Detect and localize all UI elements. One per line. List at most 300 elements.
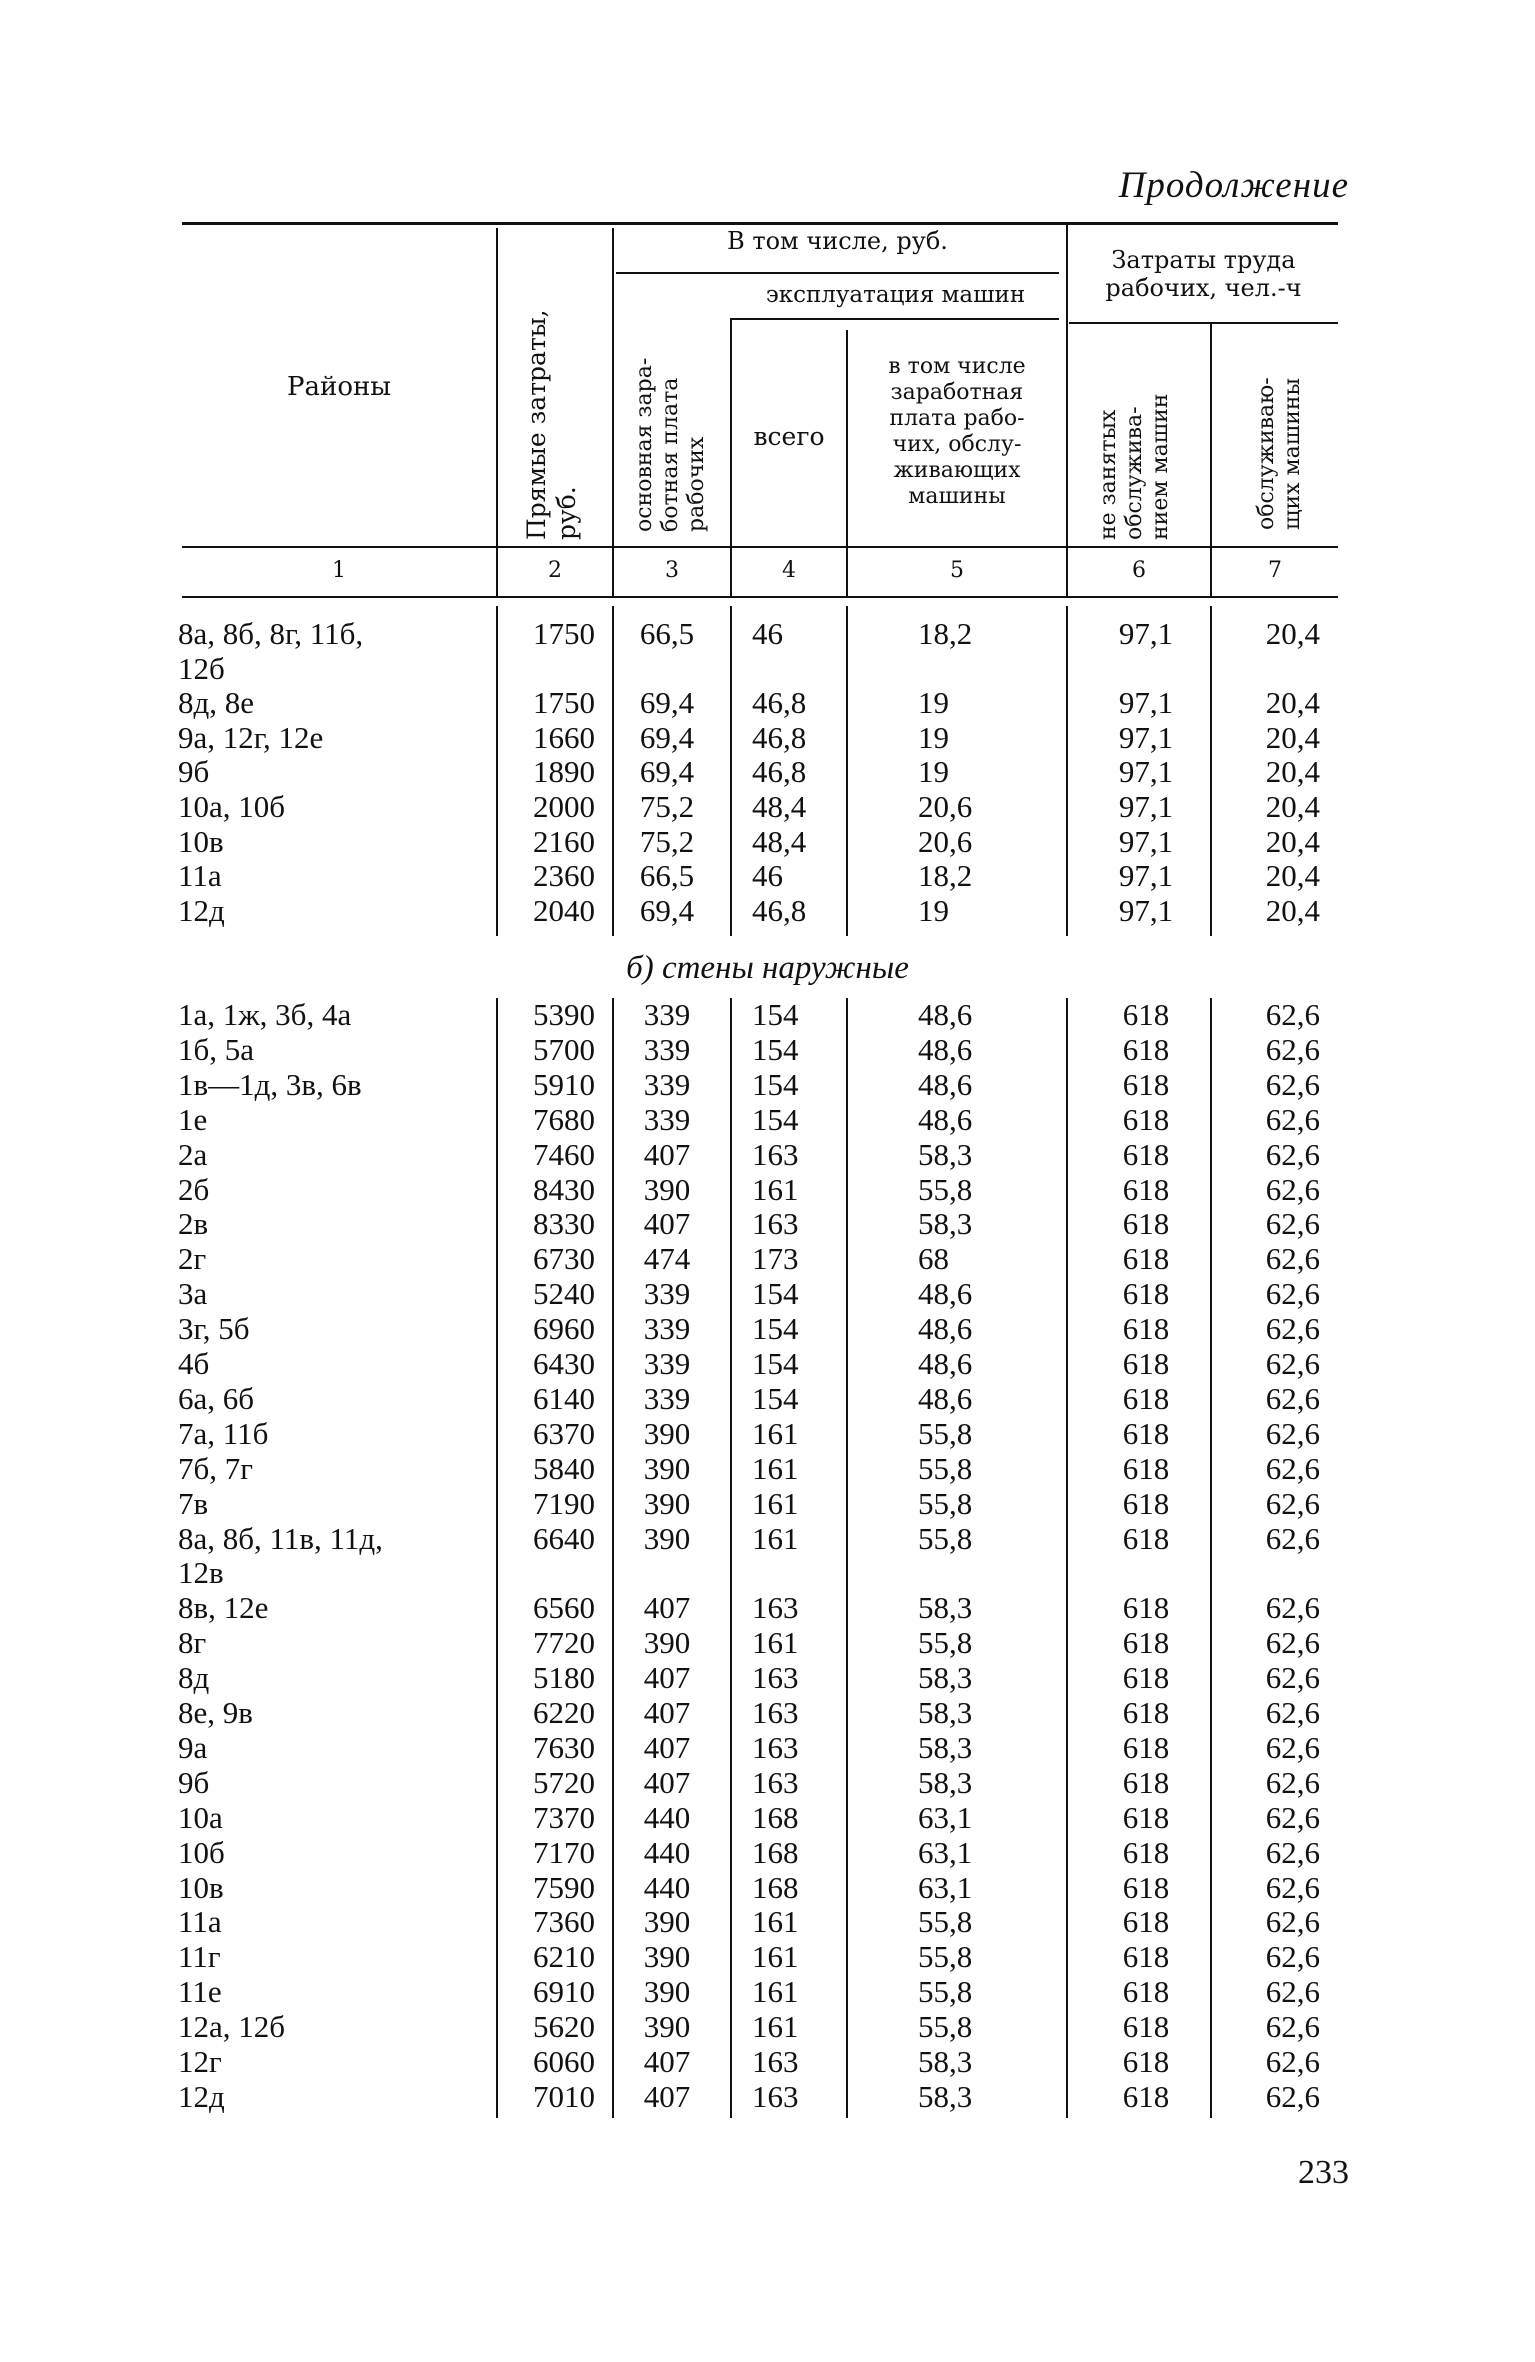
header-base-wage: основная зара- ботная плата рабочих bbox=[632, 357, 709, 532]
column-number: 5 bbox=[950, 558, 964, 583]
value-cell: 618 bbox=[1122, 1904, 1170, 1940]
value-cell: 618 bbox=[1122, 2009, 1170, 2045]
value-cell: 55,8 bbox=[918, 1520, 973, 1556]
value-cell: 48,6 bbox=[918, 1380, 973, 1416]
value-cell: 390 bbox=[643, 1939, 691, 1975]
value-cell: 161 bbox=[752, 1415, 799, 1451]
region-cell: 8д bbox=[178, 1660, 210, 1696]
value-cell: 2160 bbox=[533, 823, 595, 859]
region-cell: 12г bbox=[178, 2044, 222, 2079]
value-cell: 390 bbox=[643, 1171, 691, 1207]
value-cell: 6060 bbox=[533, 2044, 595, 2079]
region-cell: 10б bbox=[178, 1834, 225, 1870]
region-cell: 1е bbox=[178, 1101, 208, 1137]
value-cell: 6640 bbox=[533, 1520, 595, 1556]
region-cell: 6а, 6б bbox=[178, 1380, 255, 1416]
value-cell: 62,6 bbox=[1265, 1415, 1320, 1451]
value-cell: 55,8 bbox=[918, 1974, 973, 2010]
value-cell: 6210 bbox=[533, 1939, 595, 1975]
value-cell: 6370 bbox=[533, 1415, 595, 1451]
value-cell: 6730 bbox=[533, 1241, 595, 1277]
value-cell: 5720 bbox=[533, 1764, 595, 1800]
value-cell: 407 bbox=[643, 1206, 691, 1242]
column-number: 2 bbox=[548, 558, 562, 583]
table-row bbox=[0, 1974, 1535, 2009]
value-cell: 2360 bbox=[533, 858, 595, 894]
value-cell: 7630 bbox=[533, 1729, 595, 1765]
header-in-total: В том числе, руб. bbox=[727, 227, 948, 255]
table-row bbox=[0, 1172, 1535, 1207]
value-cell: 154 bbox=[752, 1276, 799, 1312]
region-cell: 11а bbox=[178, 1904, 222, 1940]
value-cell: 46,8 bbox=[752, 719, 807, 755]
value-cell: 48,6 bbox=[918, 1311, 973, 1347]
value-cell: 46,8 bbox=[752, 892, 807, 928]
value-cell: 62,6 bbox=[1265, 1311, 1320, 1347]
value-cell: 62,6 bbox=[1265, 2009, 1320, 2045]
value-cell: 58,3 bbox=[918, 1695, 973, 1730]
region-cell: 11е bbox=[178, 1974, 222, 2010]
region-cell: 1а, 1ж, 3б, 4а bbox=[178, 997, 352, 1032]
header-divider bbox=[1066, 224, 1068, 598]
column-number: 7 bbox=[1268, 558, 1282, 583]
value-cell: 69,4 bbox=[639, 754, 695, 790]
value-cell: 154 bbox=[752, 1346, 799, 1381]
value-cell: 163 bbox=[752, 1695, 799, 1730]
table-row bbox=[0, 616, 1535, 651]
region-cell: 2б bbox=[178, 1171, 210, 1207]
continuation-label: Продолжение bbox=[1118, 165, 1349, 206]
region-cell: 8г bbox=[178, 1625, 207, 1661]
value-cell: 407 bbox=[643, 1695, 691, 1730]
value-cell: 618 bbox=[1122, 1066, 1170, 1102]
value-cell: 46 bbox=[752, 616, 783, 651]
value-cell: 163 bbox=[752, 2044, 799, 2079]
value-cell: 58,3 bbox=[918, 1729, 973, 1765]
value-cell: 55,8 bbox=[918, 1171, 973, 1207]
value-cell: 97,1 bbox=[1118, 719, 1174, 755]
value-cell: 5390 bbox=[533, 997, 595, 1032]
value-cell: 62,6 bbox=[1265, 1485, 1320, 1521]
value-cell: 618 bbox=[1122, 2078, 1170, 2114]
header-rule-labor bbox=[1069, 322, 1338, 324]
value-cell: 66,5 bbox=[639, 616, 695, 651]
table-row bbox=[0, 1032, 1535, 1067]
value-cell: 618 bbox=[1122, 1206, 1170, 1242]
region-cell: 10в bbox=[178, 1869, 224, 1905]
value-cell: 58,3 bbox=[918, 2044, 973, 2079]
value-cell: 48,6 bbox=[918, 1101, 973, 1137]
region-cell: 10а bbox=[178, 1799, 223, 1835]
region-cell: 9б bbox=[178, 1764, 210, 1800]
value-cell: 2040 bbox=[533, 892, 595, 928]
value-cell: 618 bbox=[1122, 1380, 1170, 1416]
value-cell: 5840 bbox=[533, 1450, 595, 1486]
region-cell: 10а, 10б bbox=[178, 789, 286, 824]
value-cell: 168 bbox=[752, 1869, 799, 1905]
table-row bbox=[0, 1346, 1535, 1381]
value-cell: 618 bbox=[1122, 2044, 1170, 2079]
region-cell: 10в bbox=[178, 823, 224, 859]
value-cell: 20,4 bbox=[1265, 892, 1320, 928]
column-number: 3 bbox=[665, 558, 679, 583]
value-cell: 339 bbox=[643, 1380, 691, 1416]
value-cell: 163 bbox=[752, 1590, 799, 1626]
value-cell: 163 bbox=[752, 1660, 799, 1696]
value-cell: 20,6 bbox=[918, 823, 973, 859]
region-cell: 7в bbox=[178, 1485, 209, 1521]
region-cell: 8е, 9в bbox=[178, 1695, 253, 1730]
value-cell: 97,1 bbox=[1118, 685, 1174, 721]
value-cell: 339 bbox=[643, 1066, 691, 1102]
header-not-machine: не занятых обслужива- нием машин bbox=[1096, 393, 1173, 540]
value-cell: 62,6 bbox=[1265, 1695, 1320, 1730]
value-cell: 97,1 bbox=[1118, 858, 1174, 894]
value-cell: 20,4 bbox=[1265, 858, 1320, 894]
header-divider bbox=[730, 318, 732, 598]
table-row bbox=[0, 2044, 1535, 2079]
table-row bbox=[0, 1276, 1535, 1311]
value-cell: 48,6 bbox=[918, 1066, 973, 1102]
value-cell: 1660 bbox=[533, 719, 595, 755]
value-cell: 7720 bbox=[533, 1625, 595, 1661]
value-cell: 407 bbox=[643, 1660, 691, 1696]
column-number: 1 bbox=[332, 558, 346, 583]
value-cell: 1750 bbox=[533, 685, 595, 721]
value-cell: 48,6 bbox=[918, 1346, 973, 1381]
value-cell: 69,4 bbox=[639, 685, 695, 721]
value-cell: 618 bbox=[1122, 997, 1170, 1032]
column-number: 4 bbox=[782, 558, 796, 583]
value-cell: 407 bbox=[643, 1590, 691, 1626]
value-cell: 161 bbox=[752, 1485, 799, 1521]
value-cell: 97,1 bbox=[1118, 754, 1174, 790]
value-cell: 55,8 bbox=[918, 1485, 973, 1521]
header-machine-wage: в том числе заработная плата рабо- чих, обслу- живающих машины bbox=[888, 354, 1026, 509]
value-cell: 618 bbox=[1122, 1101, 1170, 1137]
value-cell: 58,3 bbox=[918, 1660, 973, 1696]
header-rule-in-total bbox=[616, 272, 1059, 274]
table-row bbox=[0, 1067, 1535, 1102]
value-cell: 97,1 bbox=[1118, 892, 1174, 928]
table-row bbox=[0, 1206, 1535, 1241]
value-cell: 69,4 bbox=[639, 892, 695, 928]
value-cell: 163 bbox=[752, 1764, 799, 1800]
value-cell: 18,2 bbox=[918, 858, 973, 894]
value-cell: 55,8 bbox=[918, 1625, 973, 1661]
value-cell: 618 bbox=[1122, 1276, 1170, 1312]
value-cell: 440 bbox=[643, 1799, 691, 1835]
value-cell: 161 bbox=[752, 1450, 799, 1486]
table-row bbox=[0, 1381, 1535, 1416]
value-cell: 154 bbox=[752, 1311, 799, 1347]
table-row bbox=[0, 2009, 1535, 2044]
value-cell: 1750 bbox=[533, 616, 595, 651]
value-cell: 55,8 bbox=[918, 1939, 973, 1975]
value-cell: 62,6 bbox=[1265, 1450, 1320, 1486]
value-cell: 58,3 bbox=[918, 1136, 973, 1172]
table-row bbox=[0, 1904, 1535, 1939]
value-cell: 62,6 bbox=[1265, 1660, 1320, 1696]
value-cell: 55,8 bbox=[918, 1415, 973, 1451]
value-cell: 62,6 bbox=[1265, 1346, 1320, 1381]
region-cell: 9а, 12г, 12е bbox=[178, 719, 324, 755]
table-row bbox=[0, 1416, 1535, 1451]
value-cell: 618 bbox=[1122, 1136, 1170, 1172]
value-cell: 6560 bbox=[533, 1590, 595, 1626]
value-cell: 62,6 bbox=[1265, 1869, 1320, 1905]
header-labor-costs: Затраты труда рабочих, чел.-ч bbox=[1105, 246, 1302, 302]
column-number: 6 bbox=[1132, 558, 1146, 583]
value-cell: 62,6 bbox=[1265, 2078, 1320, 2114]
table-row bbox=[0, 1660, 1535, 1695]
value-cell: 20,4 bbox=[1265, 719, 1320, 755]
value-cell: 163 bbox=[752, 1136, 799, 1172]
value-cell: 618 bbox=[1122, 1485, 1170, 1521]
value-cell: 62,6 bbox=[1265, 1799, 1320, 1835]
value-cell: 62,6 bbox=[1265, 1904, 1320, 1940]
value-cell: 75,2 bbox=[639, 823, 695, 859]
value-cell: 618 bbox=[1122, 1799, 1170, 1835]
region-cell: 3г, 5б bbox=[178, 1311, 250, 1347]
region-cell: 7б, 7г bbox=[178, 1450, 253, 1486]
value-cell: 58,3 bbox=[918, 1590, 973, 1626]
value-cell: 407 bbox=[643, 1729, 691, 1765]
value-cell: 618 bbox=[1122, 1625, 1170, 1661]
table-row bbox=[0, 1835, 1535, 1870]
table-row bbox=[0, 1451, 1535, 1486]
value-cell: 390 bbox=[643, 1520, 691, 1556]
value-cell: 63,1 bbox=[918, 1834, 973, 1870]
value-cell: 7680 bbox=[533, 1101, 595, 1137]
value-cell: 62,6 bbox=[1265, 1136, 1320, 1172]
value-cell: 173 bbox=[752, 1241, 799, 1277]
value-cell: 62,6 bbox=[1265, 1066, 1320, 1102]
region-cell: 12д bbox=[178, 2078, 225, 2114]
value-cell: 339 bbox=[643, 997, 691, 1032]
region-cell: 12а, 12б bbox=[178, 2009, 286, 2045]
value-cell: 68 bbox=[918, 1241, 949, 1277]
value-cell: 474 bbox=[643, 1241, 691, 1277]
table-row bbox=[0, 824, 1535, 859]
region-cell: 9б bbox=[178, 754, 210, 790]
value-cell: 6430 bbox=[533, 1346, 595, 1381]
table-top-rule bbox=[182, 222, 1338, 225]
value-cell: 97,1 bbox=[1118, 823, 1174, 859]
value-cell: 618 bbox=[1122, 1695, 1170, 1730]
value-cell: 161 bbox=[752, 1939, 799, 1975]
region-cell: 4б bbox=[178, 1346, 210, 1381]
value-cell: 163 bbox=[752, 1206, 799, 1242]
value-cell: 48,4 bbox=[752, 823, 807, 859]
header-divider bbox=[1210, 324, 1212, 598]
value-cell: 62,6 bbox=[1265, 1380, 1320, 1416]
value-cell: 62,6 bbox=[1265, 1171, 1320, 1207]
value-cell: 5700 bbox=[533, 1031, 595, 1067]
value-cell: 63,1 bbox=[918, 1799, 973, 1835]
region-cell: 8а, 8б, 11в, 11д, bbox=[178, 1520, 383, 1556]
value-cell: 55,8 bbox=[918, 1450, 973, 1486]
value-cell: 6960 bbox=[533, 1311, 595, 1347]
value-cell: 62,6 bbox=[1265, 997, 1320, 1032]
table-row bbox=[0, 720, 1535, 755]
value-cell: 339 bbox=[643, 1276, 691, 1312]
value-cell: 2000 bbox=[533, 789, 595, 824]
region-cell: 11г bbox=[178, 1939, 221, 1975]
value-cell: 163 bbox=[752, 2078, 799, 2114]
value-cell: 7370 bbox=[533, 1799, 595, 1835]
table-row bbox=[0, 858, 1535, 893]
table-row bbox=[0, 1625, 1535, 1660]
value-cell: 154 bbox=[752, 1101, 799, 1137]
value-cell: 20,6 bbox=[918, 789, 973, 824]
table-row bbox=[0, 1939, 1535, 1974]
value-cell: 5240 bbox=[533, 1276, 595, 1312]
value-cell: 5910 bbox=[533, 1066, 595, 1102]
value-cell: 407 bbox=[643, 2044, 691, 2079]
value-cell: 55,8 bbox=[918, 1904, 973, 1940]
value-cell: 46,8 bbox=[752, 685, 807, 721]
value-cell: 618 bbox=[1122, 1590, 1170, 1626]
value-cell: 339 bbox=[643, 1031, 691, 1067]
value-cell: 62,6 bbox=[1265, 1974, 1320, 2010]
value-cell: 75,2 bbox=[639, 789, 695, 824]
value-cell: 390 bbox=[643, 1904, 691, 1940]
value-cell: 20,4 bbox=[1265, 823, 1320, 859]
value-cell: 339 bbox=[643, 1101, 691, 1137]
value-cell: 19 bbox=[918, 754, 949, 790]
table-row bbox=[0, 1137, 1535, 1172]
value-cell: 618 bbox=[1122, 1241, 1170, 1277]
header-rule-machines bbox=[732, 318, 1059, 320]
value-cell: 390 bbox=[643, 1450, 691, 1486]
value-cell: 618 bbox=[1122, 1834, 1170, 1870]
value-cell: 618 bbox=[1122, 1974, 1170, 2010]
value-cell: 6910 bbox=[533, 1974, 595, 2010]
region-cell: 1в—1д, 3в, 6в bbox=[178, 1066, 362, 1102]
value-cell: 58,3 bbox=[918, 2078, 973, 2114]
table-row bbox=[0, 997, 1535, 1032]
value-cell: 46,8 bbox=[752, 754, 807, 790]
region-cell: 9а bbox=[178, 1729, 208, 1765]
value-cell: 618 bbox=[1122, 1764, 1170, 1800]
header-divider bbox=[612, 228, 614, 598]
header-divider bbox=[496, 228, 498, 598]
value-cell: 618 bbox=[1122, 1450, 1170, 1486]
table-row bbox=[0, 1486, 1535, 1521]
value-cell: 154 bbox=[752, 1031, 799, 1067]
value-cell: 390 bbox=[643, 1485, 691, 1521]
value-cell: 62,6 bbox=[1265, 1729, 1320, 1765]
table-row bbox=[0, 1555, 1535, 1590]
header-regions: Районы bbox=[287, 372, 391, 402]
value-cell: 97,1 bbox=[1118, 789, 1174, 824]
section-title: б) стены наружные bbox=[626, 950, 909, 986]
table-row bbox=[0, 1870, 1535, 1905]
region-cell: 12б bbox=[178, 650, 225, 686]
value-cell: 163 bbox=[752, 1729, 799, 1765]
value-cell: 69,4 bbox=[639, 719, 695, 755]
value-cell: 66,5 bbox=[639, 858, 695, 894]
value-cell: 63,1 bbox=[918, 1869, 973, 1905]
value-cell: 18,2 bbox=[918, 616, 973, 651]
value-cell: 618 bbox=[1122, 1415, 1170, 1451]
value-cell: 618 bbox=[1122, 1660, 1170, 1696]
table-row bbox=[0, 789, 1535, 824]
value-cell: 161 bbox=[752, 1904, 799, 1940]
header-bottom-rule bbox=[182, 546, 1338, 548]
header-machine-workers: обслуживаю- щих машины bbox=[1254, 377, 1305, 530]
table-row bbox=[0, 1800, 1535, 1835]
value-cell: 390 bbox=[643, 1625, 691, 1661]
value-cell: 440 bbox=[643, 1834, 691, 1870]
value-cell: 390 bbox=[643, 1415, 691, 1451]
value-cell: 62,6 bbox=[1265, 1206, 1320, 1242]
value-cell: 618 bbox=[1122, 1346, 1170, 1381]
table-row bbox=[0, 1765, 1535, 1800]
value-cell: 62,6 bbox=[1265, 1241, 1320, 1277]
region-cell: 11а bbox=[178, 858, 222, 894]
value-cell: 618 bbox=[1122, 1520, 1170, 1556]
region-cell: 3а bbox=[178, 1276, 208, 1312]
value-cell: 8330 bbox=[533, 1206, 595, 1242]
value-cell: 46 bbox=[752, 858, 783, 894]
region-cell: 1б, 5а bbox=[178, 1031, 255, 1067]
value-cell: 19 bbox=[918, 719, 949, 755]
value-cell: 62,6 bbox=[1265, 1590, 1320, 1626]
value-cell: 62,6 bbox=[1265, 2044, 1320, 2079]
header-direct-costs: Прямые затраты, руб. bbox=[522, 309, 581, 540]
value-cell: 618 bbox=[1122, 1729, 1170, 1765]
region-cell: 8д, 8е bbox=[178, 685, 255, 721]
value-cell: 55,8 bbox=[918, 2009, 973, 2045]
table-row bbox=[0, 685, 1535, 720]
table-row bbox=[0, 1695, 1535, 1730]
header-machine-operation: эксплуатация машин bbox=[765, 282, 1026, 308]
value-cell: 7590 bbox=[533, 1869, 595, 1905]
table-row bbox=[0, 893, 1535, 928]
region-cell: 2г bbox=[178, 1241, 207, 1277]
value-cell: 618 bbox=[1122, 1869, 1170, 1905]
region-cell: 8в, 12е bbox=[178, 1590, 269, 1626]
value-cell: 154 bbox=[752, 1380, 799, 1416]
value-cell: 6140 bbox=[533, 1380, 595, 1416]
value-cell: 440 bbox=[643, 1869, 691, 1905]
value-cell: 161 bbox=[752, 1520, 799, 1556]
table-row bbox=[0, 1521, 1535, 1556]
value-cell: 161 bbox=[752, 1974, 799, 2010]
value-cell: 1890 bbox=[533, 754, 595, 790]
value-cell: 7190 bbox=[533, 1485, 595, 1521]
table-row bbox=[0, 651, 1535, 686]
value-cell: 161 bbox=[752, 2009, 799, 2045]
value-cell: 62,6 bbox=[1265, 1031, 1320, 1067]
value-cell: 618 bbox=[1122, 1939, 1170, 1975]
region-cell: 12в bbox=[178, 1555, 224, 1591]
value-cell: 7170 bbox=[533, 1834, 595, 1870]
value-cell: 48,4 bbox=[752, 789, 807, 824]
column-number-rule bbox=[182, 596, 1338, 598]
table-row bbox=[0, 1590, 1535, 1625]
table-row bbox=[0, 1241, 1535, 1276]
region-cell: 2в bbox=[178, 1206, 209, 1242]
value-cell: 62,6 bbox=[1265, 1939, 1320, 1975]
region-cell: 7а, 11б bbox=[178, 1415, 269, 1451]
value-cell: 58,3 bbox=[918, 1764, 973, 1800]
value-cell: 62,6 bbox=[1265, 1625, 1320, 1661]
value-cell: 154 bbox=[752, 997, 799, 1032]
value-cell: 161 bbox=[752, 1625, 799, 1661]
